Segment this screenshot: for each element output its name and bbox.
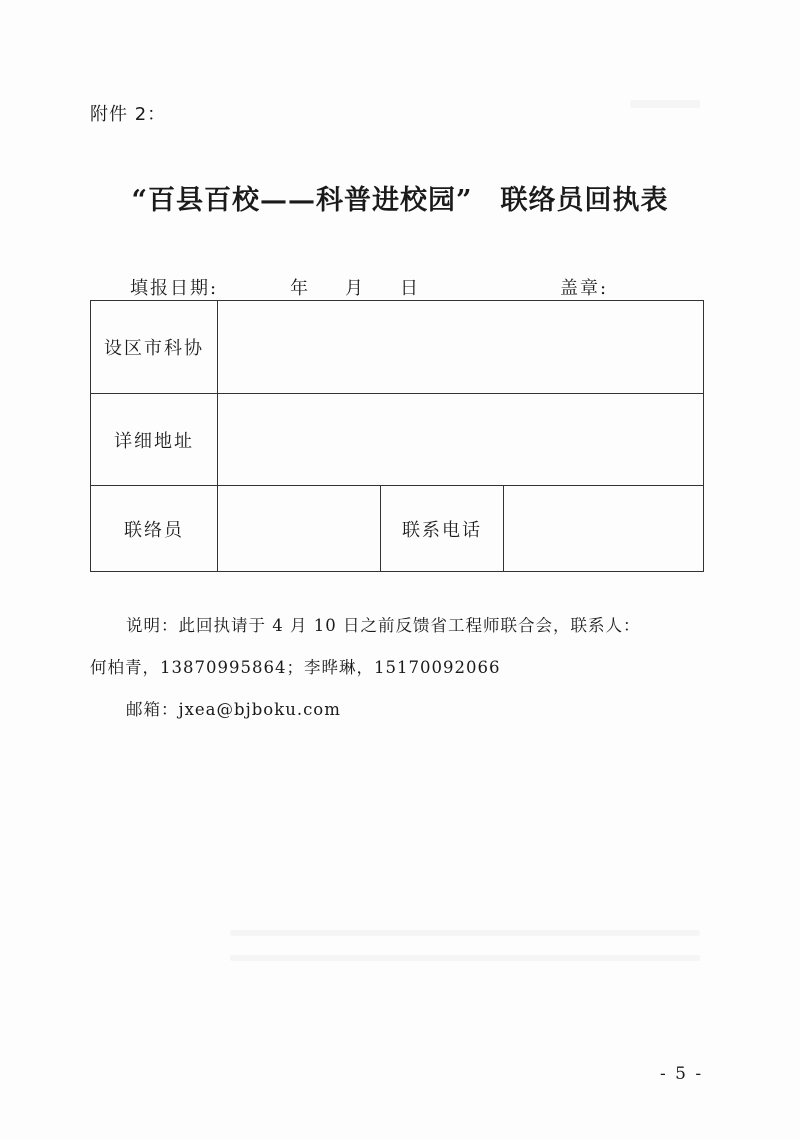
attachment-label: 附件 2： [90, 104, 167, 125]
document-title: “百县百校——科普进校园” 联络员回执表 [131, 185, 669, 216]
year-label: 年 [290, 278, 310, 299]
notes-line-2: 何柏青，13870995864；李晔琳，15170092066 [90, 658, 501, 677]
contact-person-field[interactable] [218, 486, 381, 572]
table-row [91, 486, 704, 572]
scan-artifact [230, 930, 700, 936]
scan-artifact [630, 100, 700, 108]
notes-line-3: 邮箱：jxea@bjboku.com [126, 700, 341, 719]
city-association-label: 设区市科协 [91, 301, 218, 394]
contact-person-label: 联络员 [91, 486, 218, 572]
address-label: 详细地址 [91, 394, 218, 486]
page-number: - 5 - [660, 1064, 704, 1084]
fill-info-row [130, 274, 690, 298]
table-row [91, 394, 704, 486]
stamp-label: 盖章: [560, 278, 609, 299]
table-row [91, 301, 704, 394]
city-association-field[interactable] [218, 301, 704, 394]
phone-label: 联系电话 [381, 486, 504, 572]
notes-section [90, 605, 730, 731]
scan-artifact [230, 955, 700, 961]
month-label: 月 [345, 278, 365, 299]
contact-form-table [90, 300, 704, 572]
address-field[interactable] [218, 394, 704, 486]
fill-date-label: 填报日期: [130, 278, 219, 299]
notes-line-1: 说明：此回执请于 4 月 10 日之前反馈省工程师联合会，联系人： [126, 616, 641, 635]
phone-field[interactable] [504, 486, 704, 572]
day-label: 日 [400, 278, 420, 299]
